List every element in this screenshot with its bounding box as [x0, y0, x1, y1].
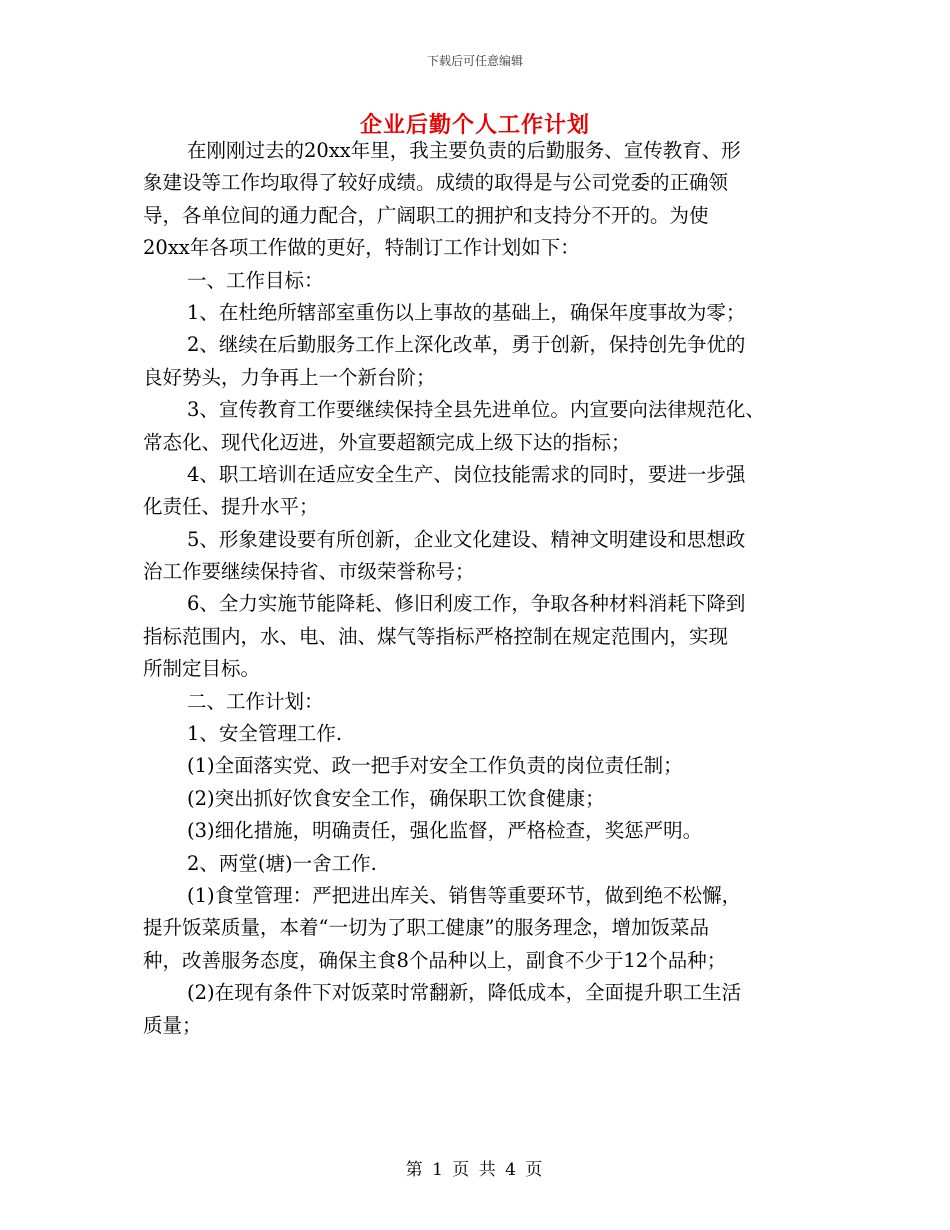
body-line: (1)食堂管理：严把进出库关、销售等重要环节，做到绝不松懈， — [187, 883, 742, 907]
body-line: 一、工作目标： — [187, 268, 324, 292]
body-line: 4、职工培训在适应安全生产、岗位技能需求的同时，要进一步强 — [187, 462, 746, 486]
body-line: (2)在现有条件下对饭菜时常翻新，降低成本，全面提升职工生活 — [187, 981, 742, 1005]
body-line: 提升饭菜质量，本着“一切为了职工健康”的服务理念，增加饭菜品 — [143, 916, 709, 940]
body-line: 导，各单位间的通力配合，广阔职工的拥护和支持分不开的。为使 — [143, 203, 709, 227]
body-line: 种，改善服务态度，确保主食8个品种以上，副食不少于12个品种； — [143, 948, 727, 972]
body-line: 2、两堂(塘)一舍工作. — [187, 851, 377, 875]
body-line: 2、继续在后勤服务工作上深化改革，勇于创新，保持创先争优的 — [187, 333, 746, 357]
body-line: 1、在杜绝所辖部室重伤以上事故的基础上，确保年度事故为零； — [187, 300, 746, 324]
body-line: (2)突出抓好饮食安全工作，确保职工饮食健康； — [187, 786, 605, 810]
body-line: (1)全面落实党、政一把手对安全工作负责的岗位责任制； — [187, 754, 683, 778]
body-line: 二、工作计划： — [187, 689, 324, 713]
body-line: 常态化、现代化迈进，外宣要超额完成上级下达的指标； — [143, 430, 631, 454]
body-line: 指标范围内，水、电、油、煤气等指标严格控制在规定范围内，实现 — [143, 624, 729, 648]
body-line: 6、全力实施节能降耗、修旧利废工作，争取各种材料消耗下降到 — [187, 592, 746, 616]
body-line: 治工作要继续保持省、市级荣誉称号； — [143, 560, 475, 584]
document-body — [143, 135, 823, 1042]
document-title: 企业后勤个人工作计划 — [359, 112, 590, 138]
body-line: 5、形象建设要有所创新，企业文化建设、精神文明建设和思想政 — [187, 527, 746, 551]
body-line: (3)细化措施，明确责任，强化监督，严格检查，奖惩严明。 — [187, 819, 703, 843]
body-line: 质量； — [143, 1013, 202, 1037]
body-line: 良好势头，力争再上一个新台阶； — [143, 365, 436, 389]
body-line: 所制定目标。 — [143, 657, 261, 681]
body-line: 在刚刚过去的20xx年里，我主要负责的后勤服务、宣传教育、形 — [187, 139, 741, 162]
page-footer: 第 1 页 共 4 页 — [405, 1160, 545, 1180]
body-line: 3、宣传教育工作要继续保持全县先进单位。内宣要向法律规范化、 — [187, 398, 765, 422]
body-line: 1、安全管理工作. — [187, 722, 343, 746]
body-line: 20xx年各项工作做的更好，特制订工作计划如下： — [143, 236, 580, 260]
header-note: 下载后可任意编辑 — [426, 54, 523, 68]
body-line: 化责任、提升水平； — [143, 495, 319, 519]
body-line: 象建设等工作均取得了较好成绩。成绩的取得是与公司党委的正确领 — [143, 171, 729, 195]
